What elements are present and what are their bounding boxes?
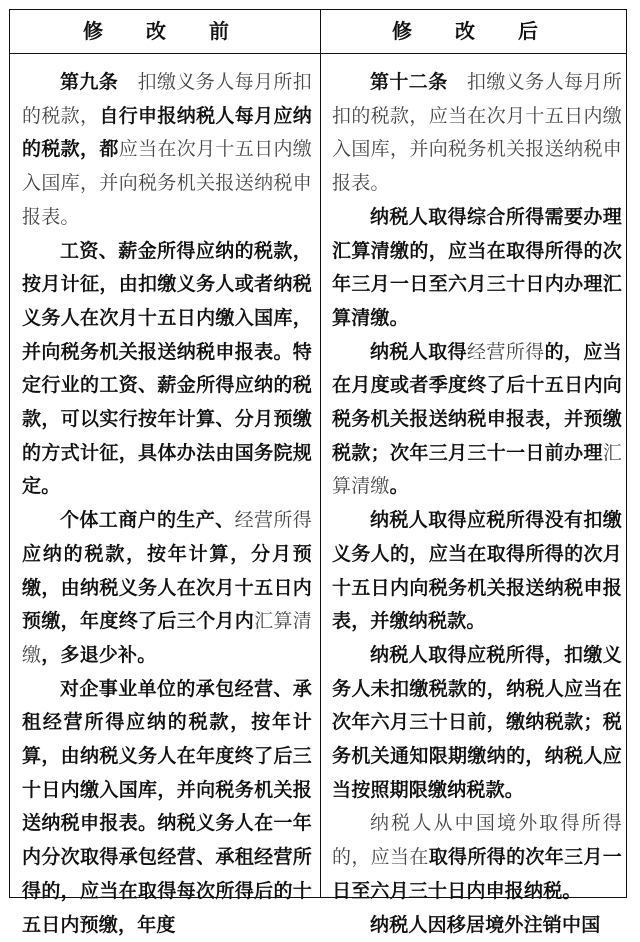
after-paragraph bbox=[332, 807, 622, 908]
after-text-segment: 第十二条 bbox=[370, 71, 448, 93]
before-text-segment: 应当在次月十五日内缴入国库，并向税务机关报送纳税申报表。 bbox=[22, 138, 312, 228]
before-text-segment: 应纳的税款，按年计算，分月预缴，由纳税义务人在次月十五日内预缴，年度终了后三个月内 bbox=[22, 542, 312, 633]
after-paragraph bbox=[332, 336, 622, 505]
after-text-segment: 取得所得的次年三月一日至六月三十日内申报纳税。 bbox=[332, 846, 622, 902]
before-text-segment: 个体工商户的生产、 bbox=[60, 509, 235, 532]
after-text-segment: 纳税人取得 bbox=[370, 340, 467, 363]
after-text-segment: 经营所得 bbox=[466, 340, 545, 363]
before-paragraph bbox=[22, 673, 312, 942]
after-paragraph bbox=[332, 639, 622, 808]
after-text-segment: 汇算清缴 bbox=[332, 441, 622, 498]
after-text-segment: 纳税人取得应税所得没有扣缴义务人的，应当在取得所得的次月十五日内向税务机关报送纳税申报表，并缴纳税款。 bbox=[332, 509, 622, 633]
before-paragraph bbox=[22, 66, 312, 235]
after-text-segment: 纳税人取得应税所得，扣缴义务人未扣缴税款的，纳税人应当在次年六月三十日前，缴纳税款；税务机关通知限期缴纳的，纳税人应当按照期限缴纳税款。 bbox=[332, 643, 622, 801]
before-text-segment: 自行申报纳税人每月应纳的税款，都 bbox=[22, 104, 312, 161]
after-text-segment: 。 bbox=[389, 475, 409, 498]
before-paragraph bbox=[22, 504, 312, 673]
column-before bbox=[22, 66, 312, 942]
before-text-segment: 汇算清缴 bbox=[22, 610, 312, 666]
before-text-segment: 对企事业单位的承包经营、承租经营所得应纳的税款，按年计算，由纳税义务人在年度终了后三十日内缴入国库，并向税务机关报送纳税申报表。纳税义务人在一年内分次取得承包经营、承租经营所得的，应当在取得每次所得后的十五日内预缴，年度 bbox=[22, 677, 312, 936]
after-text-segment: 纳税人从中国境外取得所得的，应当在 bbox=[332, 812, 622, 869]
before-text-segment: 经营所得 bbox=[234, 509, 312, 532]
header-divider bbox=[10, 53, 626, 54]
before-text-segment: 第九条 bbox=[60, 71, 119, 93]
after-text-segment: 扣缴义务人每月所扣的税款，应当在次月十五日内缴入国库，并向税务机关报送纳税申报表。 bbox=[332, 71, 622, 195]
column-divider bbox=[320, 10, 321, 897]
header-after: 修 改 后 bbox=[392, 19, 556, 43]
after-text-segment: 纳税人因移居境外注销中国 bbox=[370, 913, 601, 936]
comparison-table bbox=[9, 9, 627, 936]
after-paragraph bbox=[332, 66, 622, 201]
column-after bbox=[332, 66, 622, 942]
before-text-segment: ，多退少补。 bbox=[41, 643, 157, 666]
header-before: 修 改 前 bbox=[83, 19, 247, 43]
after-paragraph bbox=[332, 909, 622, 942]
before-text-segment: 扣缴义务人每月所扣的税款， bbox=[22, 71, 312, 127]
after-text-segment: 纳税人取得综合所得需要办理汇算清缴的，应当在取得所得的次年三月一日至六月三十日内办理汇算清缴。 bbox=[332, 205, 622, 329]
before-text-segment: 工资、薪金所得应纳的税款，按月计征，由扣缴义务人或者纳税义务人在次月十五日内缴入国库，并向税务机关报送纳税申报表。特定行业的工资、薪金所得应纳的税款，可以实行按年计算、分月预缴的方式计征，具体办法由国务院规定。 bbox=[22, 239, 312, 498]
before-paragraph bbox=[22, 235, 312, 505]
after-paragraph bbox=[332, 504, 622, 639]
after-paragraph bbox=[332, 201, 622, 336]
after-text-segment: 的，应当在月度或者季度终了后十五日内向税务机关报送纳税申报表，并预缴税款；次年三月三十一日前办理 bbox=[332, 340, 622, 464]
